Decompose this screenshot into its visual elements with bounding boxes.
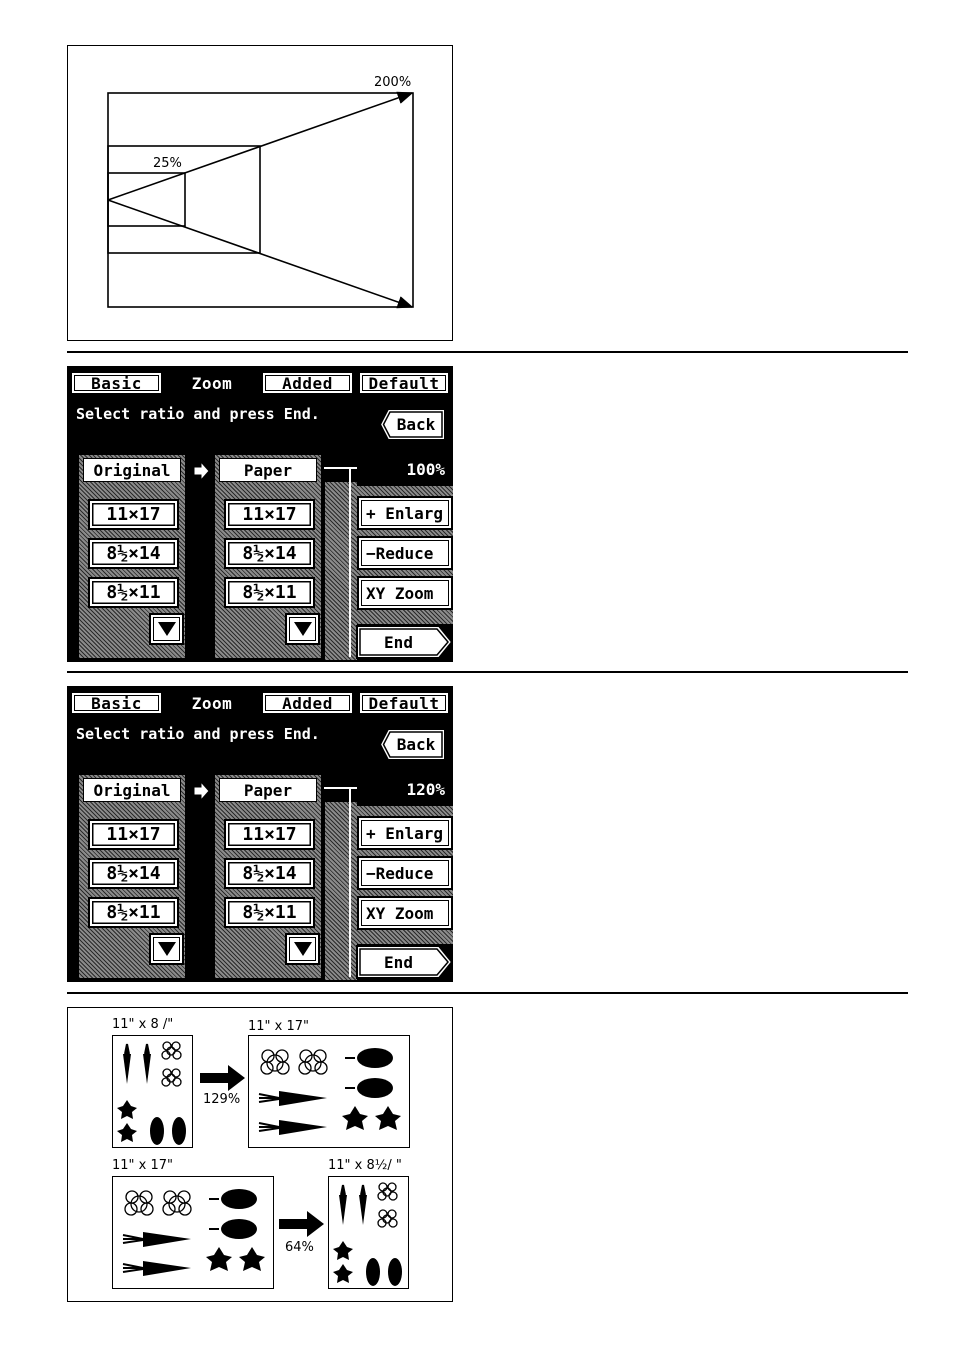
tab-added[interactable]: Added: [261, 691, 354, 715]
original-scroll-down-button[interactable]: [149, 933, 184, 965]
arrow-right-icon: [191, 780, 211, 802]
zoom-panel-120: [67, 686, 453, 982]
back-button[interactable]: [379, 728, 447, 761]
section-divider: [67, 351, 908, 353]
zoom-ratio-display: 100%: [357, 457, 451, 481]
bottom-ratio-label: 64%: [285, 1240, 314, 1255]
paper-size-8-5x14-button[interactable]: 8½×14: [224, 858, 315, 889]
paper-scroll-down-button[interactable]: [285, 613, 320, 645]
reduce-button[interactable]: −Reduce: [357, 856, 453, 890]
min-ratio-label: 25%: [153, 156, 182, 171]
paper-size-11x17-button[interactable]: 11×17: [224, 819, 315, 850]
paper-size-8-5x14-button[interactable]: 8½×14: [224, 538, 315, 569]
original-size-8-5x14-button[interactable]: 8½×14: [88, 858, 179, 889]
section-divider: [67, 992, 908, 994]
instruction-message: Select ratio and press End.: [71, 400, 447, 448]
tab-basic[interactable]: Basic: [70, 691, 163, 715]
vegetable-illustration: [329, 1177, 410, 1290]
arrow-right-icon: [279, 1211, 325, 1237]
top-source-size-label: 11" x 8 /": [112, 1017, 174, 1032]
reduce-button[interactable]: −Reduce: [357, 536, 453, 570]
tab-default[interactable]: Default: [358, 691, 450, 715]
bottom-target-sheet: [328, 1176, 409, 1289]
original-size-8-5x11-button[interactable]: 8½×11: [88, 577, 179, 608]
back-label: Back: [396, 415, 436, 434]
original-size-11x17-button[interactable]: 11×17: [88, 499, 179, 530]
enlarge-button[interactable]: + Enlarg: [357, 816, 453, 850]
original-size-8-5x14-button[interactable]: 8½×14: [88, 538, 179, 569]
bottom-source-sheet: [112, 1176, 274, 1289]
xy-zoom-button[interactable]: XY Zoom: [357, 896, 453, 930]
connector-line: [324, 787, 357, 789]
end-label: End: [384, 632, 413, 652]
tab-default[interactable]: Default: [358, 371, 450, 395]
triangle-down-icon: [158, 942, 176, 956]
paper-size-section: [213, 773, 323, 980]
arrow-right-icon: [200, 1065, 246, 1091]
instruction-message: Select ratio and press End.: [71, 720, 447, 768]
paper-label: Paper: [219, 458, 317, 482]
original-scroll-down-button[interactable]: [149, 613, 184, 645]
original-label: Original: [83, 778, 181, 802]
enlarge-button[interactable]: + Enlarg: [357, 496, 453, 530]
vegetable-illustration: [113, 1177, 275, 1290]
vegetable-illustration: [113, 1036, 194, 1149]
top-target-sheet: [248, 1035, 410, 1148]
zoom-ratio-display: 120%: [357, 777, 451, 801]
bottom-source-size-label: 11" x 17": [112, 1158, 174, 1173]
end-button[interactable]: [356, 625, 453, 659]
paper-label: Paper: [219, 778, 317, 802]
zoom-example-figure: [67, 1007, 453, 1302]
bottom-target-size-label: 11" x 8½/ ": [328, 1158, 402, 1173]
top-source-sheet: [112, 1035, 193, 1148]
triangle-down-icon: [294, 622, 312, 636]
triangle-down-icon: [158, 622, 176, 636]
zoom-panel-100: [67, 366, 453, 662]
connector-vertical: [349, 467, 351, 657]
original-size-8-5x11-button[interactable]: 8½×11: [88, 897, 179, 928]
paper-size-8-5x11-button[interactable]: 8½×11: [224, 577, 315, 608]
connector-vertical: [349, 787, 351, 977]
tab-zoom[interactable]: Zoom: [167, 691, 257, 715]
zoom-range-figure: [67, 45, 453, 341]
paper-scroll-down-button[interactable]: [285, 933, 320, 965]
max-ratio-label: 200%: [374, 75, 412, 90]
original-size-11x17-button[interactable]: 11×17: [88, 819, 179, 850]
top-ratio-label: 129%: [203, 1092, 241, 1107]
tab-added[interactable]: Added: [261, 371, 354, 395]
tab-basic[interactable]: Basic: [70, 371, 163, 395]
original-label: Original: [83, 458, 181, 482]
min-size-rect: [108, 173, 185, 226]
paper-size-8-5x11-button[interactable]: 8½×11: [224, 897, 315, 928]
arrow-right-icon: [191, 460, 211, 482]
xy-zoom-button[interactable]: XY Zoom: [357, 576, 453, 610]
paper-size-section: [213, 453, 323, 660]
section-divider: [67, 671, 908, 673]
vegetable-illustration: [249, 1036, 411, 1149]
original-size-section: [77, 453, 187, 660]
end-button[interactable]: [356, 945, 453, 979]
back-label: Back: [396, 735, 436, 754]
original-size-rect: [108, 146, 260, 253]
paper-size-11x17-button[interactable]: 11×17: [224, 499, 315, 530]
end-label: End: [384, 952, 413, 972]
triangle-down-icon: [294, 942, 312, 956]
tab-zoom[interactable]: Zoom: [167, 371, 257, 395]
back-button[interactable]: [379, 408, 447, 441]
connector-line: [324, 467, 357, 469]
original-size-section: [77, 773, 187, 980]
top-target-size-label: 11" x 17": [248, 1019, 310, 1034]
